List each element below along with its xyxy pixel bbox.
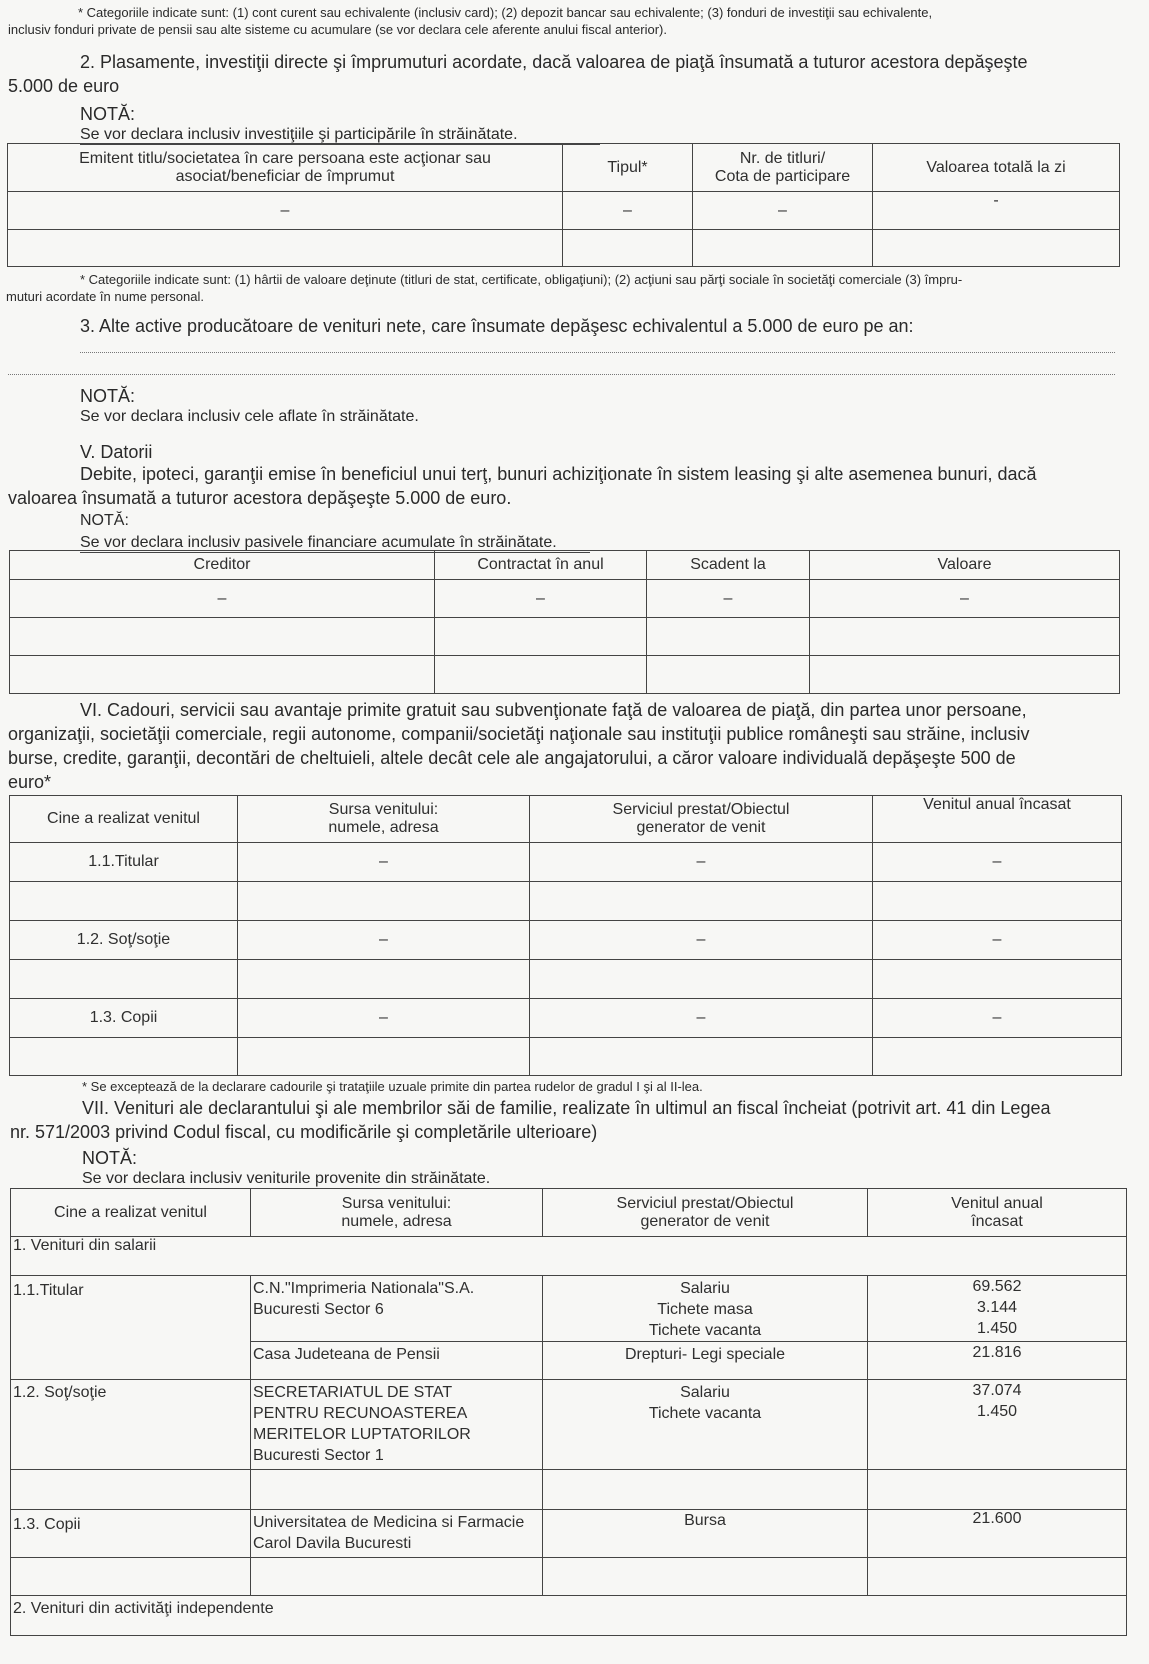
cell-who: 1.3. Copii — [10, 999, 238, 1038]
table-row — [8, 230, 1120, 267]
cell-due: – — [647, 580, 810, 618]
cell-source: – — [238, 921, 530, 960]
cell-income: 21.816 — [868, 1342, 1127, 1380]
col-header-creditor: Creditor — [10, 551, 435, 580]
cell-titles: – — [693, 192, 873, 230]
section2-note: Se vor declara inclusiv investiţiile şi participările în străinătate. — [80, 126, 600, 145]
section3-heading: 3. Alte active producătoare de venituri nete, care însumate depăşesc echivalentul a 5.000 de euro pe an: — [80, 316, 914, 336]
independent-label: 2. Venituri din activităţi independente — [11, 1596, 1127, 1636]
col-header-value: Valoarea totală la zi — [873, 144, 1120, 192]
gifts-table — [9, 795, 1122, 1076]
section2-heading: 2. Plasamente, investiţii directe şi împrumuturi acordate, dacă valoarea de piaţă însumată a tuturor acestora depăşeşte 5.000 de euro — [8, 52, 1028, 96]
cell-service: Salariu Tichete vacanta — [543, 1380, 868, 1470]
table-row — [10, 618, 1120, 656]
table-row — [10, 843, 1122, 882]
col-header-value: Valoare — [810, 551, 1120, 580]
cell-source: Casa Judeteana de Pensii — [251, 1342, 543, 1380]
cell-income: 37.074 1.450 — [868, 1380, 1127, 1470]
gifts-footnote: * Se exceptează de la declarare cadourile şi trataţiile uzuale primite din partea rudelor de gradul I şi al II-lea. — [82, 1079, 703, 1094]
table-row — [8, 192, 1120, 230]
col-header-year: Contractat în anul — [435, 551, 647, 580]
cell-who: 1.2. Soţ/soţie — [10, 921, 238, 960]
cell-issuer: – — [8, 192, 563, 230]
section7-nota-label: NOTĂ: — [82, 1148, 138, 1168]
section5-note: Se vor declara inclusiv pasivele financiare acumulate în străinătate. — [80, 534, 590, 553]
cell-service: Drepturi- Legi speciale — [543, 1342, 868, 1380]
col-header-income: Venitul anual încasat — [868, 1189, 1127, 1237]
cell-income: 21.600 — [868, 1510, 1127, 1558]
section7-note: Se vor declara inclusiv veniturile provenite din străinătate. — [82, 1170, 522, 1189]
col-header-due: Scadent la — [647, 551, 810, 580]
section7-heading: VII. Venituri ale declarantului şi ale membrilor săi de familie, realizate în ultimul an fiscal încheiat (potrivit art. 41 din Legea nr. 571/2003 privind Codul fiscal, cu modificările şi completările ulterioare) — [10, 1098, 1051, 1142]
table-row — [10, 921, 1122, 960]
col-header-source: Sursa venitului: numele, adresa — [251, 1189, 543, 1237]
footnote-placements: * Categoriile indicate sunt: (1) hârtii de valoare deţinute (titluri de stat, certificate, obligaţiuni); (2) acţiuni sau părţi sociale în societăţi comerciale (3) împru- muturi acordate în nume personal. — [6, 272, 963, 304]
cell-source: SECRETARIATUL DE STAT PENTRU RECUNOASTEREA MERITELOR LUPTATORILOR Bucuresti Sector 1 — [251, 1380, 543, 1470]
investments-table — [7, 143, 1120, 267]
cell-source: – — [238, 999, 530, 1038]
col-header-issuer: Emitent titlu/societatea în care persoana este acţionar sau asociat/beneficiar de împrumut — [8, 144, 563, 192]
col-header-titles: Nr. de titluri/ Cota de participare — [693, 144, 873, 192]
cell-service: – — [530, 843, 873, 882]
salaries-label: 1. Venituri din salarii — [11, 1237, 1127, 1276]
cell-who: 1.1.Titular — [10, 843, 238, 882]
footnote-deposits — [8, 4, 1144, 38]
table-row — [11, 1380, 1127, 1470]
section2-nota-label: NOTĂ: — [80, 104, 136, 124]
cell-source: Universitatea de Medicina si Farmacie Carol Davila Bucuresti — [251, 1510, 543, 1558]
col-header-source: Sursa venitului: numele, adresa — [238, 796, 530, 843]
cell-service: – — [530, 999, 873, 1038]
dotted-line — [80, 352, 1115, 353]
table-row — [10, 656, 1120, 694]
cell-service: – — [530, 921, 873, 960]
footnote-line: inclusiv fonduri private de pensii sau alte sisteme cu acumulare (se vor declara cele aferente anului fiscal anterior). — [8, 22, 667, 37]
cell-income: – — [873, 921, 1122, 960]
section6-heading: VI. Cadouri, servicii sau avantaje primite gratuit sau subvenţionate faţă de valoarea de piaţă, din partea unor persoane, organizaţii, societăţii comerciale, regii autonome, companii/societăţi naţionale sau instituţii publice româneşti sau străine, inclusiv burse, credite, garanţii, decontări de cheltuieli, altele decât cele ale angajatorului, a căror valoare individuală depăşeşte 500 de euro* — [8, 700, 1030, 792]
table-row — [10, 999, 1122, 1038]
footnote-line: * Categoriile indicate sunt: (1) cont curent sau echivalente (inclusiv card); (2) depozit bancar sau echivalente; (3) fonduri de investiţii sau echivalente, — [78, 5, 933, 20]
debts-table — [9, 550, 1120, 694]
cell-who: 1.1.Titular — [11, 1276, 251, 1380]
section5-nota-label: NOTĂ: — [80, 512, 129, 529]
cell-creditor: – — [10, 580, 435, 618]
section5-title: V. Datorii — [80, 442, 153, 462]
cell-who: 1.2. Soţ/soţie — [11, 1380, 251, 1470]
cell-value: - — [873, 192, 1120, 230]
table-row — [10, 580, 1120, 618]
section3-note: Se vor declara inclusiv cele aflate în străinătate. — [80, 408, 419, 425]
cell-income: – — [873, 843, 1122, 882]
cell-who: 1.3. Copii — [11, 1510, 251, 1558]
cell-income: – — [873, 999, 1122, 1038]
col-header-type: Tipul* — [563, 144, 693, 192]
dotted-line — [8, 374, 1115, 375]
section5-text: Debite, ipoteci, garanţii emise în beneficiul unui terţ, bunuri achiziţionate în sistem leasing şi alte asemenea bunuri, dacă valoarea însumată a tuturor acestora depăşeşte 5.000 de euro. — [8, 464, 1037, 508]
cell-service: Salariu Tichete masa Tichete vacanta — [543, 1276, 868, 1342]
section3-nota-label: NOTĂ: — [80, 386, 136, 406]
cell-source: C.N."Imprimeria Nationala"S.A. Bucuresti Sector 6 — [251, 1276, 543, 1342]
cell-value: – — [810, 580, 1120, 618]
cell-type: – — [563, 192, 693, 230]
col-header-who: Cine a realizat venitul — [10, 796, 238, 843]
cell-year: – — [435, 580, 647, 618]
table-row — [11, 1510, 1127, 1558]
col-header-who: Cine a realizat venitul — [11, 1189, 251, 1237]
cell-source: – — [238, 843, 530, 882]
table-row — [11, 1276, 1127, 1342]
col-header-income: Venitul anual încasat — [873, 796, 1122, 843]
cell-service: Bursa — [543, 1510, 868, 1558]
cell-income: 69.562 3.144 1.450 — [868, 1276, 1127, 1342]
col-header-service: Serviciul prestat/Obiectul generator de venit — [530, 796, 873, 843]
income-table — [10, 1188, 1127, 1636]
col-header-service: Serviciul prestat/Obiectul generator de venit — [543, 1189, 868, 1237]
